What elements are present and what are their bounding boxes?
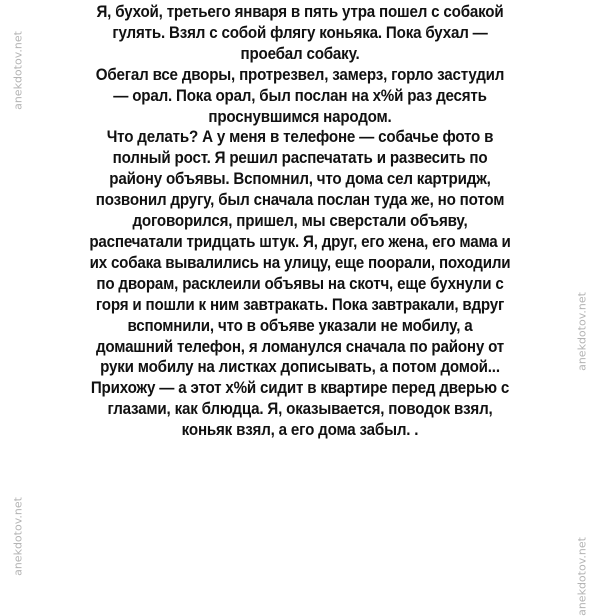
story-line: руки мобилу на листках дописывать, а потом домой...: [100, 358, 500, 377]
story-line: гулять. Взял с собой флягу коньяка. Пока бухал —: [112, 23, 488, 42]
story-line: позвонил другу, был сначала послан туда же, но потом: [95, 191, 505, 210]
story-line: — орал. Пока орал, был послан на х%й раз десять: [113, 86, 487, 105]
story-text: [25, 2, 576, 441]
story-line: домашний телефон, я ломанулся сначала по району от: [95, 337, 505, 356]
story-paragraph-3: [25, 127, 576, 441]
story-line: вспомнили, что в объяве указали не мобилу, а: [127, 316, 473, 335]
story-paragraph-2: [25, 65, 576, 128]
story-line: проснувшимся народом.: [208, 107, 392, 126]
story-line: проебал собаку.: [240, 44, 360, 63]
story-paragraph-1: [25, 2, 576, 65]
story-line: Прихожу — а этот х%й сидит в квартире перед дверью с: [90, 379, 510, 398]
story-line: договорился, пришел, мы сверстали объяву,: [132, 212, 468, 231]
story-line: по дворам, расклеили объявы на скотч, еще бухнули с: [96, 274, 504, 293]
watermark-right-bottom: anekdotov.net: [575, 537, 589, 616]
story-line: коньяк взял, а его дома забыл. .: [181, 421, 419, 440]
watermark-left-bottom: anekdotov.net: [11, 497, 25, 576]
story-line: распечатали тридцать штук. Я, друг, его жена, его мама и: [89, 232, 511, 251]
story-line: горя и пошли к ним завтракать. Пока завтракали, вдруг: [95, 295, 505, 314]
story-line: их собака вывалились на улицу, еще поорали, походили: [89, 253, 511, 272]
story-line: Я, бухой, третьего января в пять утра пошел с собакой: [96, 3, 504, 21]
story-line: району объявы. Вспомнил, что дома сел картридж,: [109, 170, 491, 189]
story-line: Что делать? А у меня в телефоне — собачье фото в: [106, 128, 494, 147]
story-line: Обегал все дворы, протрезвел, замерз, горло застудил: [95, 65, 505, 84]
watermark-left-top: anekdotov.net: [11, 31, 25, 110]
story-line: полный рост. Я решил распечатать и развесить по: [112, 149, 488, 168]
story-line: глазами, как блюдца. Я, оказывается, поводок взял,: [107, 400, 493, 419]
watermark-right-middle: anekdotov.net: [575, 292, 589, 371]
